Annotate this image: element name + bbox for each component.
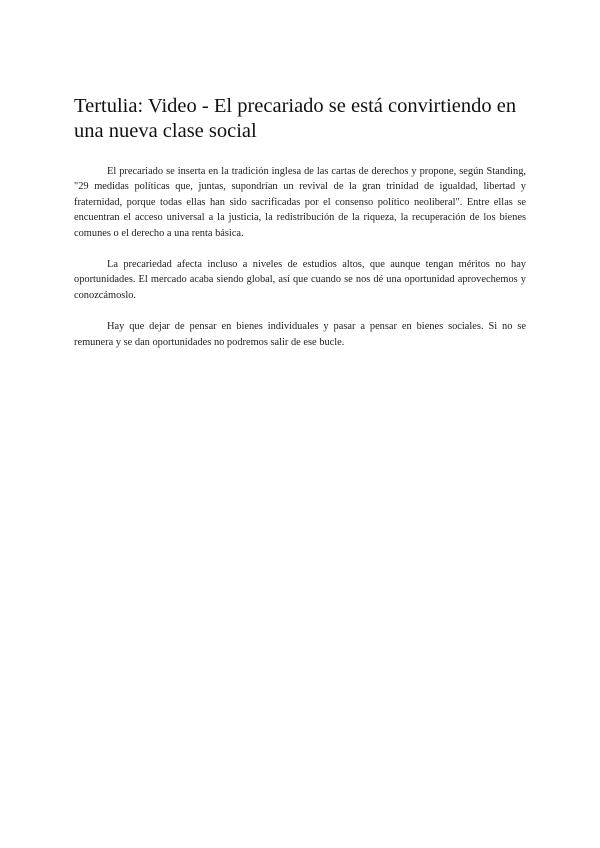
paragraph-3: Hay que dejar de pensar en bienes individuales y pasar a pensar en bienes sociales. Si no se remunera y se dan oportunidades no podremos salir de ese bucle. bbox=[74, 321, 526, 348]
paragraph-1: El precariado se inserta en la tradición inglesa de las cartas de derechos y propone, según Standing, "29 medidas políticas que, juntas, supondrían un revival de la gran trinidad de igualdad, libertad y fraternidad, porque todas ellas han sido sacrificadas por el consenso político neoliberal". Entre ellas se encuentran el acceso universal a la justicia, la redistribución de la riqueza, la recuperación de los bienes comunes o el derecho a una renta básica. bbox=[74, 166, 526, 239]
document-body bbox=[74, 164, 526, 350]
paragraph-2: La precariedad afecta incluso a niveles de estudios altos, que aunque tengan méritos no hay oportunidades. El mercado acaba siendo global, así que cuando se nos dé una oportunidad aprovechemos y conozcámoslo. bbox=[74, 259, 526, 301]
document-content bbox=[74, 94, 526, 366]
document-title: Tertulia: Video - El precariado se está convirtiendo en una nueva clase social bbox=[74, 95, 517, 142]
